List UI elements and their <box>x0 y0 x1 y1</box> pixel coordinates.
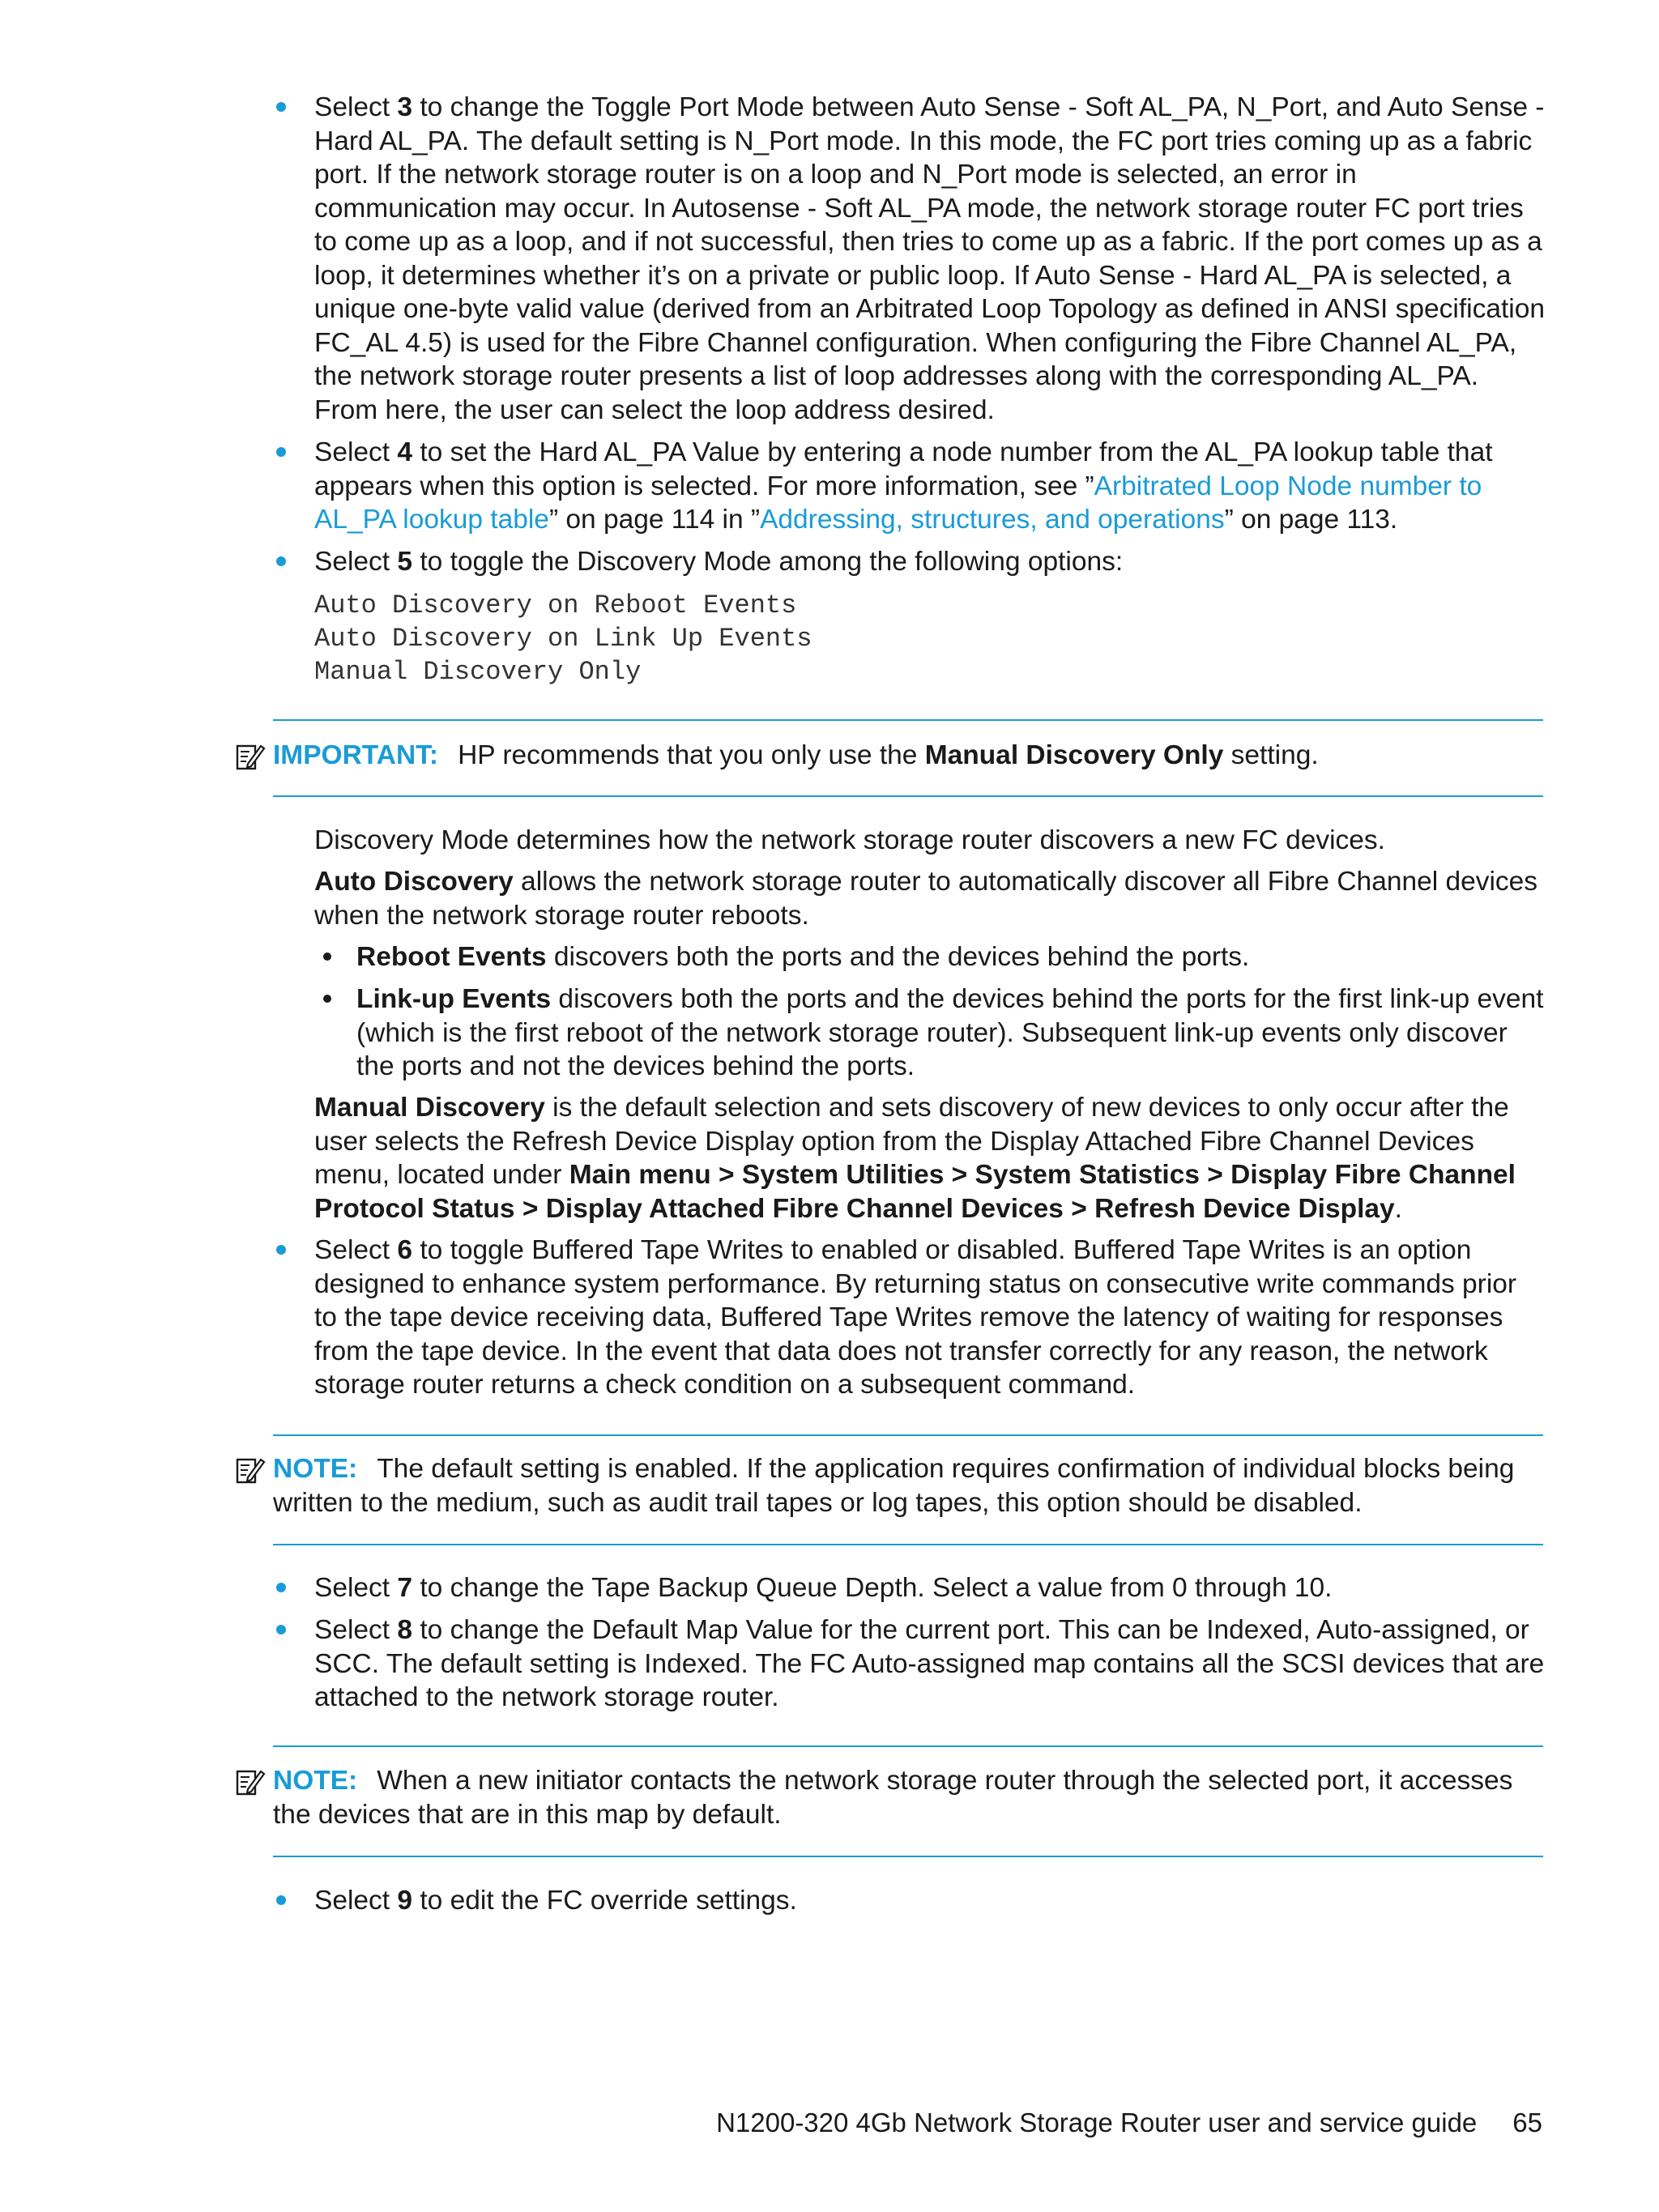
option-number: 6 <box>397 1235 413 1265</box>
term-reboot-events: Reboot Events <box>356 942 547 972</box>
note-admonition <box>273 1764 1545 1831</box>
paragraph-text: allows the network storage router to automatically discover all Fibre Channel devices when the network storage router reboots. <box>314 867 1538 931</box>
code-line: Auto Discovery on Reboot Events <box>314 590 797 620</box>
footer-title: N1200-320 4Gb Network Storage Router user and service guide <box>716 2108 1478 2137</box>
item-text: to toggle the Discovery Mode among the following options: <box>412 547 1124 577</box>
option-number: 7 <box>397 1573 413 1603</box>
list-item-map-value <box>314 1613 1546 1715</box>
list-item-hard-alpa <box>314 436 1546 537</box>
code-line: Manual Discovery Only <box>314 657 642 687</box>
bullet-icon <box>323 995 331 1003</box>
admonition-text: setting. <box>1223 740 1319 770</box>
admonition-rule <box>273 795 1543 797</box>
bullet-icon <box>276 1245 286 1255</box>
term-manual-discovery: Manual Discovery <box>314 1093 545 1123</box>
term-auto-discovery: Auto Discovery <box>314 867 514 897</box>
paragraph-text: . <box>1394 1193 1402 1224</box>
important-admonition <box>273 739 1545 773</box>
note-label: NOTE: <box>273 1454 358 1484</box>
important-label: IMPORTANT: <box>273 740 439 770</box>
list-item-fc-override <box>314 1884 1546 1918</box>
admonition-text: HP recommends that you only use the <box>458 740 925 770</box>
list-item-buffered-tape <box>314 1234 1546 1402</box>
option-number: 9 <box>397 1886 413 1916</box>
item-text: Select <box>314 547 398 577</box>
xref-link-addressing-structures[interactable]: Addressing, structures, and operations <box>760 505 1225 535</box>
item-text: to toggle Buffered Tape Writes to enabled or disabled. Buffered Tape Writes is an option designed to enhance system performance. By returning status on consecutive write commands prior to the tape device receiving data, Buffered Tape Writes remove the latency of waiting for responses from the tape device. In the event that data does not transfer correctly for any reason, the network storage router returns a check condition on a subsequent command. <box>314 1235 1517 1400</box>
item-text: to change the Toggle Port Mode between Auto Sense - Soft AL_PA, N_Port, and Auto Sense - Hard AL_PA. The default setting is N_Port mode. In this mode, the FC port tries coming up as a fabric port. If the network storage router is on a loop and N_Port mode is selected, an error in communication may occur. In Autosense - Soft AL_PA mode, the network storage router FC port tries to come up as a loop, and if not successful, then tries to come up as a fabric. If the port comes up as a loop, it determines whether it’s on a private or public loop. If Auto Sense - Hard AL_PA is selected, a unique one-byte valid value (derived from an Arbitrated Loop Topology as defined in ANSI specification FC_AL 4.5) is used for the Fibre Channel configuration. When configuring the Fibre Channel AL_PA, the network storage router presents a list of loop addresses along with the corresponding AL_PA. From here, the user can select the loop address desired. <box>314 92 1545 425</box>
item-text: Select <box>314 437 398 467</box>
admonition-bold: Manual Discovery Only <box>924 740 1224 770</box>
bullet-icon <box>276 102 286 112</box>
option-number: 8 <box>397 1615 413 1645</box>
paragraph-text: is the default selection and sets discovery of new devices to only occur after the user selects the Refresh Device Display option from the Display Attached Fibre Channel Devices menu, located under <box>314 1093 1509 1190</box>
admonition-text: When a new initiator contacts the network storage router through the selected port, it accesses the devices that are in this map by default. <box>273 1766 1513 1830</box>
term-linkup-events: Link-up Events <box>356 984 552 1014</box>
page-number: 65 <box>1512 2108 1542 2137</box>
sub-list-item-reboot-events <box>356 940 1546 974</box>
item-text: to edit the FC override settings. <box>412 1886 797 1916</box>
list-item-toggle-port-mode <box>314 91 1546 427</box>
xref-link-alpa-lookup-table[interactable]: Arbitrated Loop Node number to AL_PA lookup table <box>314 471 1482 535</box>
note-icon <box>235 1767 266 1797</box>
paragraph-discovery-intro: Discovery Mode determines how the network storage router discovers a new FC devices. <box>314 825 1385 855</box>
admonition-rule <box>273 1544 1543 1545</box>
bullet-icon <box>276 1583 286 1592</box>
item-text: discovers both the ports and the devices behind the ports. <box>546 942 1250 972</box>
note-label: NOTE: <box>273 1766 358 1796</box>
item-text: ” on page 114 in ” <box>548 505 761 535</box>
option-number: 3 <box>397 92 413 122</box>
bullet-icon <box>276 447 286 457</box>
admonition-rule <box>273 1745 1543 1747</box>
admonition-rule <box>273 719 1543 721</box>
item-text: Select <box>314 1886 398 1916</box>
list-item-queue-depth <box>314 1571 1546 1605</box>
option-number: 4 <box>397 437 413 467</box>
bullet-icon <box>323 953 331 961</box>
item-text: Select <box>314 92 398 122</box>
note-icon <box>235 1455 266 1485</box>
page-footer <box>716 2106 1542 2140</box>
important-icon <box>235 741 266 772</box>
list-item-discovery-mode <box>314 545 1546 579</box>
bullet-icon <box>276 556 286 566</box>
code-line: Auto Discovery on Link Up Events <box>314 624 812 654</box>
item-text: to set the Hard AL_PA Value by entering a node number from the AL_PA lookup table that appears when this option is selected. For more information, see ” <box>314 437 1493 501</box>
option-number: 5 <box>397 547 413 577</box>
admonition-text: The default setting is enabled. If the application requires confirmation of individual blocks being written to the medium, such as audit trail tapes or log tapes, this option should be disabled. <box>273 1454 1515 1518</box>
paragraph-manual-discovery <box>314 1091 1546 1225</box>
bullet-icon <box>276 1625 286 1634</box>
item-text: to change the Tape Backup Queue Depth. Select a value from 0 through 10. <box>412 1573 1333 1603</box>
item-text: Select <box>314 1235 398 1265</box>
note-admonition <box>273 1452 1545 1519</box>
item-text: ” on page 113. <box>1224 505 1398 535</box>
admonition-rule <box>273 1856 1543 1857</box>
sub-list-item-linkup-events <box>356 982 1546 1084</box>
bullet-icon <box>276 1895 286 1905</box>
item-text: Select <box>314 1573 398 1603</box>
item-text: to change the Default Map Value for the current port. This can be Indexed, Auto-assigned, or SCC. The default setting is Indexed. The FC Auto-assigned map contains all the SCSI devices that are attached to the network storage router. <box>314 1615 1545 1712</box>
item-text: discovers both the ports and the devices behind the ports for the first link-up event (which is the first reboot of the network storage router). Subsequent link-up events only discover the ports and not the devices behind the ports. <box>356 984 1544 1081</box>
item-text: Select <box>314 1615 398 1645</box>
admonition-rule <box>273 1434 1543 1436</box>
paragraph-auto-discovery <box>314 865 1546 932</box>
menu-path: Main menu > System Utilities > System Statistics > Display Fibre Channel Protocol Status > Display Attached Fibre Channel Devices > Refresh Device Display <box>314 1160 1516 1224</box>
